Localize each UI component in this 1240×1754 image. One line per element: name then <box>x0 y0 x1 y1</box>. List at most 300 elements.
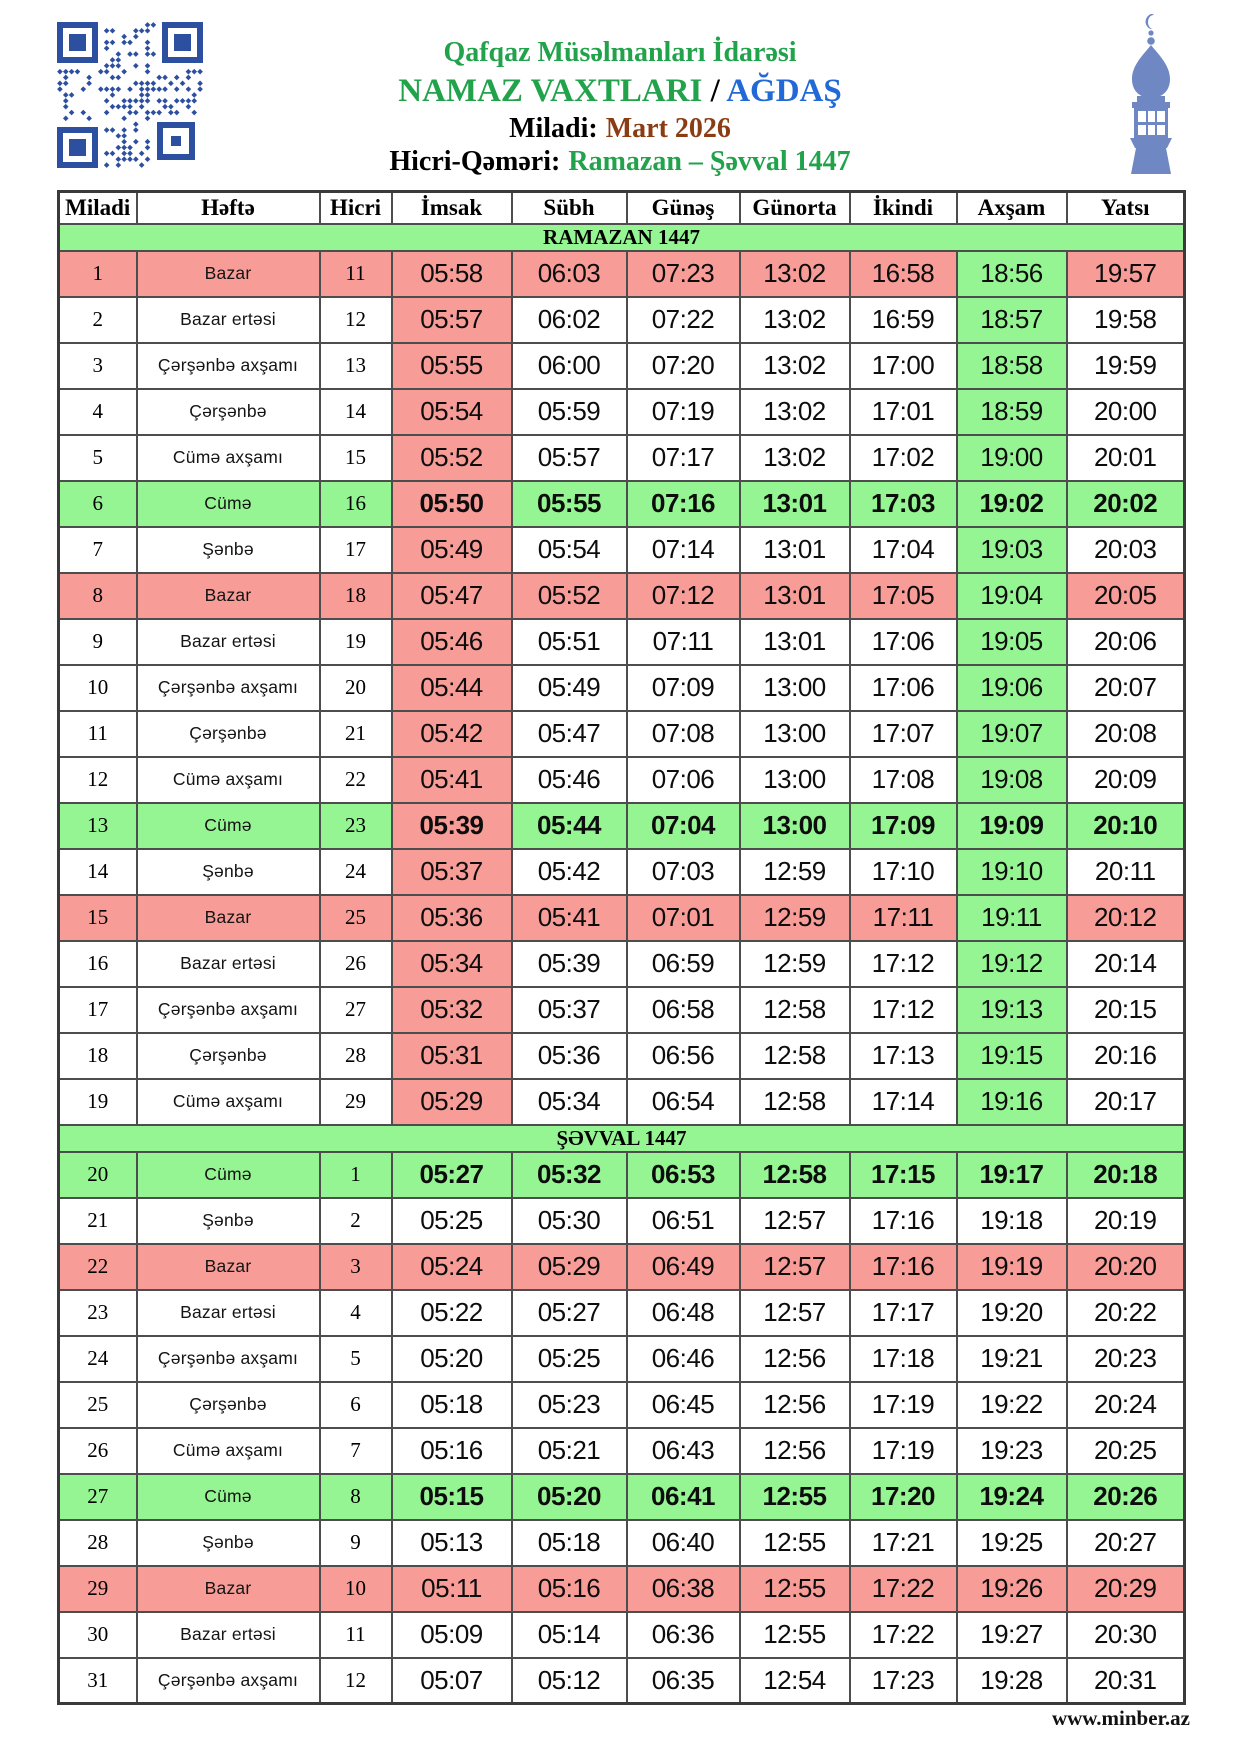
cell-hicri: 19 <box>320 619 392 665</box>
cell-gunes: 06:46 <box>627 1336 740 1382</box>
cell-yatsi: 20:00 <box>1067 389 1185 435</box>
cell-hicri: 3 <box>320 1244 392 1290</box>
cell-ikindi: 17:01 <box>850 389 957 435</box>
page-header <box>210 36 1030 178</box>
table-row <box>59 895 1185 941</box>
cell-miladi: 8 <box>59 573 137 619</box>
cell-gunes: 06:59 <box>627 941 740 987</box>
cell-weekday: Cümə <box>137 1474 320 1520</box>
table-row <box>59 1033 1185 1079</box>
cell-hicri: 7 <box>320 1428 392 1474</box>
cell-gunorta: 12:58 <box>740 987 850 1033</box>
cell-gunes: 07:09 <box>627 665 740 711</box>
cell-weekday: Bazar ertəsi <box>137 941 320 987</box>
cell-miladi: 30 <box>59 1612 137 1658</box>
title-namaz-vaxtlari: NAMAZ VAXTLARI <box>398 73 703 109</box>
cell-miladi: 13 <box>59 803 137 849</box>
table-row <box>59 1520 1185 1566</box>
cell-subh: 05:46 <box>512 757 627 803</box>
cell-imsak: 05:18 <box>392 1382 512 1428</box>
cell-weekday: Çərşənbə axşamı <box>137 343 320 389</box>
cell-gunorta: 12:57 <box>740 1290 850 1336</box>
cell-imsak: 05:22 <box>392 1290 512 1336</box>
cell-gunorta: 12:55 <box>740 1520 850 1566</box>
cell-imsak: 05:44 <box>392 665 512 711</box>
column-header-8: Axşam <box>957 192 1067 224</box>
section-header-row <box>59 1125 1185 1152</box>
cell-gunes: 06:58 <box>627 987 740 1033</box>
cell-hicri: 28 <box>320 1033 392 1079</box>
cell-hicri: 5 <box>320 1336 392 1382</box>
cell-subh: 05:23 <box>512 1382 627 1428</box>
cell-gunes: 06:36 <box>627 1612 740 1658</box>
cell-gunorta: 12:59 <box>740 895 850 941</box>
table-row <box>59 435 1185 481</box>
cell-gunes: 06:48 <box>627 1290 740 1336</box>
cell-subh: 05:59 <box>512 389 627 435</box>
cell-imsak: 05:39 <box>392 803 512 849</box>
cell-gunorta: 13:00 <box>740 757 850 803</box>
cell-ikindi: 17:16 <box>850 1244 957 1290</box>
cell-hicri: 18 <box>320 573 392 619</box>
cell-gunes: 06:56 <box>627 1033 740 1079</box>
cell-aksam: 19:16 <box>957 1079 1067 1125</box>
cell-miladi: 17 <box>59 987 137 1033</box>
cell-weekday: Şənbə <box>137 1198 320 1244</box>
cell-miladi: 24 <box>59 1336 137 1382</box>
miladi-line <box>210 112 1030 145</box>
cell-weekday: Çərşənbə axşamı <box>137 1658 320 1704</box>
table-row <box>59 757 1185 803</box>
cell-hicri: 12 <box>320 1658 392 1704</box>
cell-weekday: Bazar <box>137 251 320 297</box>
cell-subh: 05:52 <box>512 573 627 619</box>
cell-gunes: 07:22 <box>627 297 740 343</box>
cell-ikindi: 17:23 <box>850 1658 957 1704</box>
cell-subh: 05:39 <box>512 941 627 987</box>
table-header-row <box>59 192 1185 224</box>
cell-miladi: 23 <box>59 1290 137 1336</box>
column-header-7: İkindi <box>850 192 957 224</box>
cell-ikindi: 17:06 <box>850 619 957 665</box>
table-row <box>59 941 1185 987</box>
cell-yatsi: 20:24 <box>1067 1382 1185 1428</box>
cell-yatsi: 20:14 <box>1067 941 1185 987</box>
cell-yatsi: 20:08 <box>1067 711 1185 757</box>
cell-yatsi: 20:22 <box>1067 1290 1185 1336</box>
cell-gunorta: 12:55 <box>740 1566 850 1612</box>
cell-miladi: 27 <box>59 1474 137 1520</box>
cell-aksam: 19:19 <box>957 1244 1067 1290</box>
cell-subh: 05:57 <box>512 435 627 481</box>
cell-hicri: 29 <box>320 1079 392 1125</box>
cell-imsak: 05:29 <box>392 1079 512 1125</box>
cell-gunes: 07:12 <box>627 573 740 619</box>
cell-ikindi: 17:06 <box>850 665 957 711</box>
cell-hicri: 24 <box>320 849 392 895</box>
cell-subh: 05:51 <box>512 619 627 665</box>
cell-miladi: 26 <box>59 1428 137 1474</box>
cell-hicri: 20 <box>320 665 392 711</box>
cell-miladi: 14 <box>59 849 137 895</box>
prayer-times-table <box>57 190 1186 1705</box>
cell-yatsi: 20:01 <box>1067 435 1185 481</box>
cell-miladi: 2 <box>59 297 137 343</box>
cell-imsak: 05:31 <box>392 1033 512 1079</box>
hicri-value: Ramazan – Şəvval 1447 <box>568 146 851 177</box>
cell-gunorta: 13:01 <box>740 481 850 527</box>
cell-miladi: 29 <box>59 1566 137 1612</box>
cell-miladi: 21 <box>59 1198 137 1244</box>
table-row <box>59 343 1185 389</box>
title-city: AĞDAŞ <box>726 73 842 109</box>
cell-ikindi: 17:15 <box>850 1152 957 1198</box>
column-header-3: İmsak <box>392 192 512 224</box>
cell-gunorta: 13:02 <box>740 343 850 389</box>
cell-yatsi: 20:15 <box>1067 987 1185 1033</box>
cell-gunorta: 13:02 <box>740 251 850 297</box>
cell-imsak: 05:07 <box>392 1658 512 1704</box>
cell-gunorta: 12:56 <box>740 1382 850 1428</box>
cell-miladi: 4 <box>59 389 137 435</box>
cell-weekday: Çərşənbə <box>137 389 320 435</box>
cell-aksam: 19:12 <box>957 941 1067 987</box>
cell-imsak: 05:54 <box>392 389 512 435</box>
cell-hicri: 17 <box>320 527 392 573</box>
cell-yatsi: 20:02 <box>1067 481 1185 527</box>
cell-yatsi: 20:05 <box>1067 573 1185 619</box>
cell-miladi: 9 <box>59 619 137 665</box>
cell-hicri: 13 <box>320 343 392 389</box>
cell-weekday: Bazar <box>137 573 320 619</box>
cell-imsak: 05:42 <box>392 711 512 757</box>
cell-gunorta: 13:02 <box>740 297 850 343</box>
cell-ikindi: 17:02 <box>850 435 957 481</box>
cell-aksam: 19:21 <box>957 1336 1067 1382</box>
cell-ikindi: 17:20 <box>850 1474 957 1520</box>
cell-yatsi: 20:18 <box>1067 1152 1185 1198</box>
section-title: RAMAZAN 1447 <box>59 224 1185 251</box>
cell-imsak: 05:16 <box>392 1428 512 1474</box>
cell-yatsi: 20:26 <box>1067 1474 1185 1520</box>
cell-subh: 05:25 <box>512 1336 627 1382</box>
cell-ikindi: 17:12 <box>850 941 957 987</box>
table-row <box>59 849 1185 895</box>
cell-aksam: 19:13 <box>957 987 1067 1033</box>
cell-imsak: 05:55 <box>392 343 512 389</box>
cell-hicri: 25 <box>320 895 392 941</box>
cell-hicri: 9 <box>320 1520 392 1566</box>
cell-gunorta: 13:01 <box>740 527 850 573</box>
cell-aksam: 19:03 <box>957 527 1067 573</box>
cell-gunorta: 12:56 <box>740 1336 850 1382</box>
cell-gunes: 07:03 <box>627 849 740 895</box>
cell-ikindi: 17:21 <box>850 1520 957 1566</box>
cell-aksam: 19:24 <box>957 1474 1067 1520</box>
cell-weekday: Çərşənbə <box>137 1382 320 1428</box>
cell-aksam: 19:17 <box>957 1152 1067 1198</box>
table-row <box>59 1198 1185 1244</box>
cell-aksam: 19:28 <box>957 1658 1067 1704</box>
cell-subh: 05:20 <box>512 1474 627 1520</box>
cell-imsak: 05:49 <box>392 527 512 573</box>
cell-weekday: Çərşənbə <box>137 711 320 757</box>
cell-subh: 05:16 <box>512 1566 627 1612</box>
cell-gunes: 07:23 <box>627 251 740 297</box>
cell-yatsi: 20:11 <box>1067 849 1185 895</box>
table-row <box>59 251 1185 297</box>
table-row <box>59 1152 1185 1198</box>
cell-aksam: 19:15 <box>957 1033 1067 1079</box>
cell-gunes: 06:40 <box>627 1520 740 1566</box>
cell-gunes: 07:14 <box>627 527 740 573</box>
cell-aksam: 19:18 <box>957 1198 1067 1244</box>
cell-subh: 05:41 <box>512 895 627 941</box>
table-row <box>59 573 1185 619</box>
cell-subh: 06:02 <box>512 297 627 343</box>
cell-imsak: 05:25 <box>392 1198 512 1244</box>
cell-weekday: Bazar <box>137 1566 320 1612</box>
cell-imsak: 05:36 <box>392 895 512 941</box>
cell-aksam: 19:10 <box>957 849 1067 895</box>
cell-yatsi: 20:31 <box>1067 1658 1185 1704</box>
cell-ikindi: 17:08 <box>850 757 957 803</box>
cell-aksam: 19:04 <box>957 573 1067 619</box>
cell-subh: 05:27 <box>512 1290 627 1336</box>
cell-miladi: 10 <box>59 665 137 711</box>
cell-weekday: Cümə axşamı <box>137 757 320 803</box>
cell-ikindi: 17:19 <box>850 1382 957 1428</box>
cell-yatsi: 20:09 <box>1067 757 1185 803</box>
cell-gunes: 07:08 <box>627 711 740 757</box>
cell-miladi: 25 <box>59 1382 137 1428</box>
cell-subh: 05:30 <box>512 1198 627 1244</box>
cell-gunes: 07:19 <box>627 389 740 435</box>
cell-imsak: 05:37 <box>392 849 512 895</box>
cell-miladi: 31 <box>59 1658 137 1704</box>
title-separator: / <box>702 73 727 109</box>
cell-subh: 05:34 <box>512 1079 627 1125</box>
cell-hicri: 16 <box>320 481 392 527</box>
table-row <box>59 1244 1185 1290</box>
table-row <box>59 527 1185 573</box>
cell-subh: 05:14 <box>512 1612 627 1658</box>
cell-gunes: 07:06 <box>627 757 740 803</box>
cell-yatsi: 19:58 <box>1067 297 1185 343</box>
cell-subh: 05:47 <box>512 711 627 757</box>
cell-gunorta: 12:58 <box>740 1152 850 1198</box>
cell-yatsi: 20:16 <box>1067 1033 1185 1079</box>
cell-miladi: 3 <box>59 343 137 389</box>
cell-imsak: 05:15 <box>392 1474 512 1520</box>
cell-subh: 05:49 <box>512 665 627 711</box>
cell-gunes: 06:49 <box>627 1244 740 1290</box>
cell-yatsi: 20:12 <box>1067 895 1185 941</box>
cell-subh: 05:18 <box>512 1520 627 1566</box>
cell-imsak: 05:24 <box>392 1244 512 1290</box>
cell-ikindi: 17:07 <box>850 711 957 757</box>
cell-aksam: 18:59 <box>957 389 1067 435</box>
cell-hicri: 14 <box>320 389 392 435</box>
cell-weekday: Cümə axşamı <box>137 1428 320 1474</box>
cell-imsak: 05:57 <box>392 297 512 343</box>
cell-aksam: 19:20 <box>957 1290 1067 1336</box>
cell-ikindi: 17:17 <box>850 1290 957 1336</box>
cell-aksam: 19:08 <box>957 757 1067 803</box>
cell-hicri: 2 <box>320 1198 392 1244</box>
cell-ikindi: 17:05 <box>850 573 957 619</box>
website-text: www.minber.az <box>1051 1706 1190 1730</box>
column-header-9: Yatsı <box>1067 192 1185 224</box>
cell-gunorta: 13:01 <box>740 573 850 619</box>
cell-yatsi: 20:23 <box>1067 1336 1185 1382</box>
table-row <box>59 1566 1185 1612</box>
cell-miladi: 1 <box>59 251 137 297</box>
cell-ikindi: 17:22 <box>850 1612 957 1658</box>
cell-hicri: 11 <box>320 1612 392 1658</box>
cell-ikindi: 17:04 <box>850 527 957 573</box>
cell-ikindi: 17:16 <box>850 1198 957 1244</box>
cell-gunes: 06:54 <box>627 1079 740 1125</box>
cell-hicri: 22 <box>320 757 392 803</box>
cell-subh: 05:36 <box>512 1033 627 1079</box>
cell-subh: 05:21 <box>512 1428 627 1474</box>
cell-gunorta: 12:58 <box>740 1033 850 1079</box>
cell-aksam: 19:22 <box>957 1382 1067 1428</box>
cell-subh: 05:29 <box>512 1244 627 1290</box>
column-header-4: Sübh <box>512 192 627 224</box>
cell-gunorta: 13:00 <box>740 711 850 757</box>
cell-miladi: 11 <box>59 711 137 757</box>
cell-weekday: Bazar <box>137 895 320 941</box>
cell-aksam: 19:26 <box>957 1566 1067 1612</box>
cell-miladi: 7 <box>59 527 137 573</box>
cell-hicri: 8 <box>320 1474 392 1520</box>
column-header-6: Günorta <box>740 192 850 224</box>
cell-weekday: Çərşənbə axşamı <box>137 987 320 1033</box>
cell-gunorta: 13:00 <box>740 665 850 711</box>
cell-gunorta: 12:57 <box>740 1244 850 1290</box>
cell-miladi: 15 <box>59 895 137 941</box>
table-row <box>59 1658 1185 1704</box>
cell-hicri: 12 <box>320 297 392 343</box>
cell-gunes: 07:01 <box>627 895 740 941</box>
cell-subh: 05:54 <box>512 527 627 573</box>
cell-imsak: 05:32 <box>392 987 512 1033</box>
cell-imsak: 05:58 <box>392 251 512 297</box>
cell-hicri: 1 <box>320 1152 392 1198</box>
cell-gunes: 06:53 <box>627 1152 740 1198</box>
cell-weekday: Çərşənbə axşamı <box>137 665 320 711</box>
cell-miladi: 28 <box>59 1520 137 1566</box>
cell-subh: 05:37 <box>512 987 627 1033</box>
cell-aksam: 19:00 <box>957 435 1067 481</box>
column-header-0: Miladi <box>59 192 137 224</box>
cell-gunes: 06:43 <box>627 1428 740 1474</box>
cell-hicri: 4 <box>320 1290 392 1336</box>
cell-ikindi: 17:13 <box>850 1033 957 1079</box>
cell-miladi: 19 <box>59 1079 137 1125</box>
cell-aksam: 19:07 <box>957 711 1067 757</box>
cell-gunes: 07:17 <box>627 435 740 481</box>
cell-gunes: 07:11 <box>627 619 740 665</box>
cell-weekday: Cümə <box>137 803 320 849</box>
cell-imsak: 05:11 <box>392 1566 512 1612</box>
cell-weekday: Şənbə <box>137 527 320 573</box>
cell-hicri: 10 <box>320 1566 392 1612</box>
cell-gunorta: 13:02 <box>740 435 850 481</box>
hicri-line <box>210 145 1030 178</box>
section-title: ŞƏVVAL 1447 <box>59 1125 1185 1152</box>
cell-ikindi: 17:18 <box>850 1336 957 1382</box>
cell-weekday: Bazar <box>137 1244 320 1290</box>
cell-weekday: Şənbə <box>137 1520 320 1566</box>
cell-imsak: 05:27 <box>392 1152 512 1198</box>
cell-aksam: 19:27 <box>957 1612 1067 1658</box>
table-row <box>59 1290 1185 1336</box>
cell-yatsi: 20:07 <box>1067 665 1185 711</box>
cell-gunorta: 12:55 <box>740 1612 850 1658</box>
cell-gunes: 06:35 <box>627 1658 740 1704</box>
cell-gunes: 07:04 <box>627 803 740 849</box>
cell-gunes: 06:45 <box>627 1382 740 1428</box>
cell-gunes: 07:20 <box>627 343 740 389</box>
table-row <box>59 1612 1185 1658</box>
cell-weekday: Cümə axşamı <box>137 435 320 481</box>
cell-subh: 06:00 <box>512 343 627 389</box>
cell-hicri: 27 <box>320 987 392 1033</box>
cell-aksam: 18:58 <box>957 343 1067 389</box>
cell-ikindi: 17:14 <box>850 1079 957 1125</box>
cell-ikindi: 16:58 <box>850 251 957 297</box>
cell-gunes: 06:38 <box>627 1566 740 1612</box>
column-header-2: Hicri <box>320 192 392 224</box>
table-body <box>59 224 1185 1704</box>
cell-weekday: Cümə <box>137 1152 320 1198</box>
cell-gunorta: 12:54 <box>740 1658 850 1704</box>
cell-yatsi: 20:25 <box>1067 1428 1185 1474</box>
cell-miladi: 18 <box>59 1033 137 1079</box>
organization-title: Qafqaz Müsəlmanları İdarəsi <box>443 37 797 68</box>
cell-yatsi: 19:59 <box>1067 343 1185 389</box>
minaret-icon <box>1088 12 1214 174</box>
cell-aksam: 19:05 <box>957 619 1067 665</box>
cell-hicri: 15 <box>320 435 392 481</box>
cell-weekday: Bazar ertəsi <box>137 1612 320 1658</box>
cell-miladi: 20 <box>59 1152 137 1198</box>
cell-yatsi: 20:29 <box>1067 1566 1185 1612</box>
cell-gunorta: 12:55 <box>740 1474 850 1520</box>
cell-yatsi: 20:30 <box>1067 1612 1185 1658</box>
table-row <box>59 619 1185 665</box>
cell-ikindi: 17:12 <box>850 987 957 1033</box>
cell-imsak: 05:20 <box>392 1336 512 1382</box>
cell-subh: 06:03 <box>512 251 627 297</box>
cell-aksam: 19:23 <box>957 1428 1067 1474</box>
cell-subh: 05:32 <box>512 1152 627 1198</box>
cell-weekday: Cümə axşamı <box>137 1079 320 1125</box>
table-row <box>59 987 1185 1033</box>
cell-imsak: 05:34 <box>392 941 512 987</box>
cell-ikindi: 17:09 <box>850 803 957 849</box>
cell-aksam: 19:25 <box>957 1520 1067 1566</box>
miladi-value: Mart 2026 <box>605 113 731 144</box>
qr-code-icon <box>57 22 203 168</box>
cell-subh: 05:55 <box>512 481 627 527</box>
cell-hicri: 26 <box>320 941 392 987</box>
cell-miladi: 6 <box>59 481 137 527</box>
cell-weekday: Bazar ertəsi <box>137 1290 320 1336</box>
